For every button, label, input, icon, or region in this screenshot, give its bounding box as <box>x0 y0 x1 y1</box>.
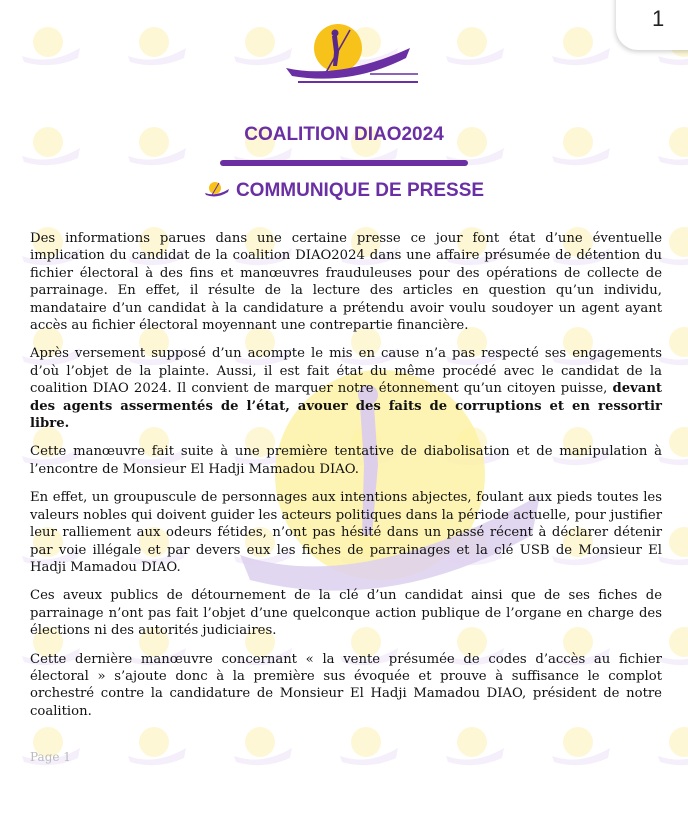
page-footer-label: Page 1 <box>30 750 71 764</box>
paragraph <box>30 443 662 478</box>
page-number: 1 <box>652 6 665 31</box>
paragraph-text: En effet, un groupuscule de personnages aux intentions abjectes, foulant aux pieds toutes les valeurs nobles qui doivent guider les acteurs politiques dans la période actuelle, pour justifier leur ralliement aux odeurs fétides, n’ont pas hésité dans un passé récent à déclarer détenir par voie illégale et par devers eux les fiches de parrainages et la clé USB de Monsieur El Hadji Mamadou DIAO. <box>30 490 662 575</box>
paragraph <box>30 489 662 576</box>
press-release-body <box>30 230 662 731</box>
boat-logo-icon <box>280 24 420 84</box>
paragraph-text: Après versement supposé d’un acompte le mis en cause n’a pas respecté ses engagements d’où l’objet de la plainte. Aussi, il est fait état du même procédé avec le candidat de la coalition DIAO 2024. Il convient de marquer notre étonnement qu’un citoyen puisse, <box>30 346 662 397</box>
heading-text: COMMUNIQUE DE PRESSE <box>235 180 485 201</box>
title-divider <box>220 160 468 166</box>
paragraph-text: Des informations parues dans une certaine presse ce jour font état d’une éventuelle implication du candidat de la coalition DIAO2024 dans une affaire présumée de détention du fichier électoral à des fins et manœuvres frauduleuses pour des opérations de collecte de parrainage. En effet, il résulte de la lecture des articles en question qu’un individu, mandataire d’un candidat à la candidature a prétendu avoir voulu soudoyer un agent ayant accès au fichier électoral moyennant une contrepartie financière. <box>30 231 662 334</box>
press-release-heading <box>0 180 688 202</box>
page-number-tab <box>616 0 688 50</box>
paragraph-text: Cette dernière manœuvre concernant « la vente présumée de codes d’accès au fichier électoral » s’ajoute donc à la première sus évoquée et prouve à suffisance le complot orchestré contre la candidature de Monsieur El Hadji Mamadou DIAO, président de notre coalition. <box>30 651 662 719</box>
paragraph <box>30 230 662 334</box>
paragraph <box>30 587 662 639</box>
paragraph <box>30 345 662 432</box>
org-title: COALITION DIAO2024 <box>244 124 444 145</box>
paragraph-bold-text: devant des agents assermentés de l’état, avouer des faits de corruptions et en ressortir libre. <box>30 381 662 432</box>
paragraph-text: Ces aveux publics de détournement de la clé d’un candidat ainsi que de ses fiches de parrainage n’ont pas fait l’objet d’une quelconque action publique de l’organe en charge des élections ni des autorités judiciaires. <box>30 588 662 639</box>
paragraph-text: Cette manœuvre fait suite à une première tentative de diabolisation et de manipulation à l’encontre de Monsieur El Hadji Mamadou DIAO. <box>30 444 662 477</box>
paragraph <box>30 651 662 721</box>
boat-small-icon <box>204 181 230 197</box>
